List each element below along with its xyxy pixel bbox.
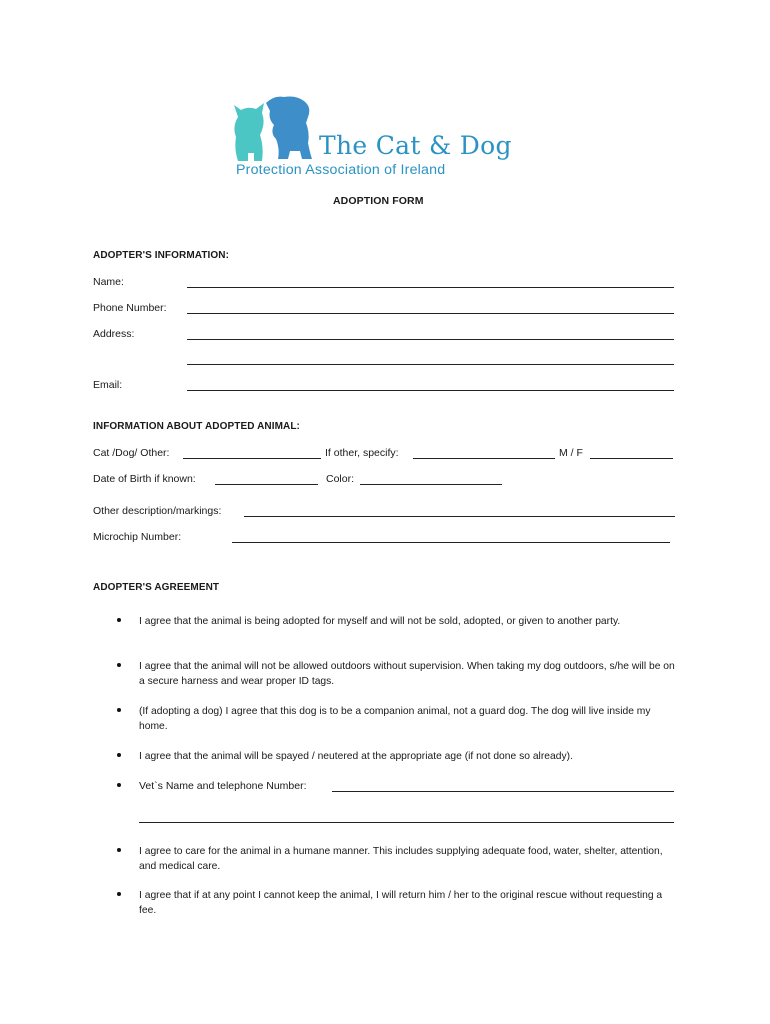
other-specify-field[interactable] (413, 458, 555, 459)
logo-subtitle: Protection Association of Ireland (236, 162, 446, 178)
vet-field[interactable] (332, 791, 674, 792)
other-specify-label: If other, specify: (325, 447, 399, 459)
animal-type-label: Cat /Dog/ Other: (93, 447, 170, 459)
vet-field-line-2[interactable] (139, 822, 674, 823)
agreement-item-7: I agree that if at any point I cannot keep the animal, I will return him / her to the original rescue without requesting a fee. (139, 890, 663, 916)
color-field[interactable] (360, 484, 502, 485)
agreement-item-1: I agree that the animal is being adopted for myself and will not be sold, adopted, or given to another party. (139, 616, 621, 627)
cat-dog-silhouette-icon (226, 93, 321, 168)
email-field[interactable] (187, 390, 674, 391)
vet-label: Vet`s Name and telephone Number: (139, 780, 307, 792)
microchip-field[interactable] (232, 542, 670, 543)
phone-label: Phone Number: (93, 302, 167, 314)
adopter-info-heading: ADOPTER'S INFORMATION: (93, 250, 230, 261)
name-field[interactable] (187, 287, 674, 288)
microchip-label: Microchip Number: (93, 531, 182, 543)
bullet (117, 708, 121, 712)
email-label: Email: (93, 379, 123, 391)
dob-label: Date of Birth if known: (93, 473, 196, 485)
form-title: ADOPTION FORM (333, 195, 424, 207)
agreement-item-6: I agree to care for the animal in a humane manner. This includes supplying adequate food, water, shelter, attention, and medical care. (139, 846, 663, 872)
animal-info-heading: INFORMATION ABOUT ADOPTED ANIMAL: (93, 421, 300, 432)
agreement-item-4: I agree that the animal will be spayed / neutered at the appropriate age (if not done so already). (139, 751, 573, 762)
bullet (117, 848, 121, 852)
dob-field[interactable] (215, 484, 318, 485)
description-label: Other description/markings: (93, 505, 222, 517)
agreement-heading: ADOPTER'S AGREEMENT (93, 582, 220, 593)
bullet (117, 663, 121, 667)
sex-label: M / F (559, 447, 583, 459)
bullet (117, 618, 121, 622)
name-label: Name: (93, 276, 124, 288)
logo-title: The Cat & Dog (319, 131, 512, 160)
address-label: Address: (93, 328, 135, 340)
animal-type-field[interactable] (183, 458, 321, 459)
bullet (117, 753, 121, 757)
bullet (117, 783, 121, 787)
sex-field[interactable] (590, 458, 673, 459)
bullet (117, 892, 121, 896)
address-field-line-2[interactable] (187, 364, 674, 365)
description-field[interactable] (244, 516, 675, 517)
organization-logo (226, 93, 546, 183)
address-field-line-1[interactable] (187, 339, 674, 340)
color-label: Color: (326, 473, 355, 485)
agreement-item-2: I agree that the animal will not be allowed outdoors without supervision. When taking my dog outdoors, s/he will be on a secure harness and wear proper ID tags. (139, 661, 675, 687)
phone-field[interactable] (187, 313, 674, 314)
agreement-item-3: (If adopting a dog) I agree that this dog is to be a companion animal, not a guard dog. The dog will live inside my home. (139, 706, 651, 732)
